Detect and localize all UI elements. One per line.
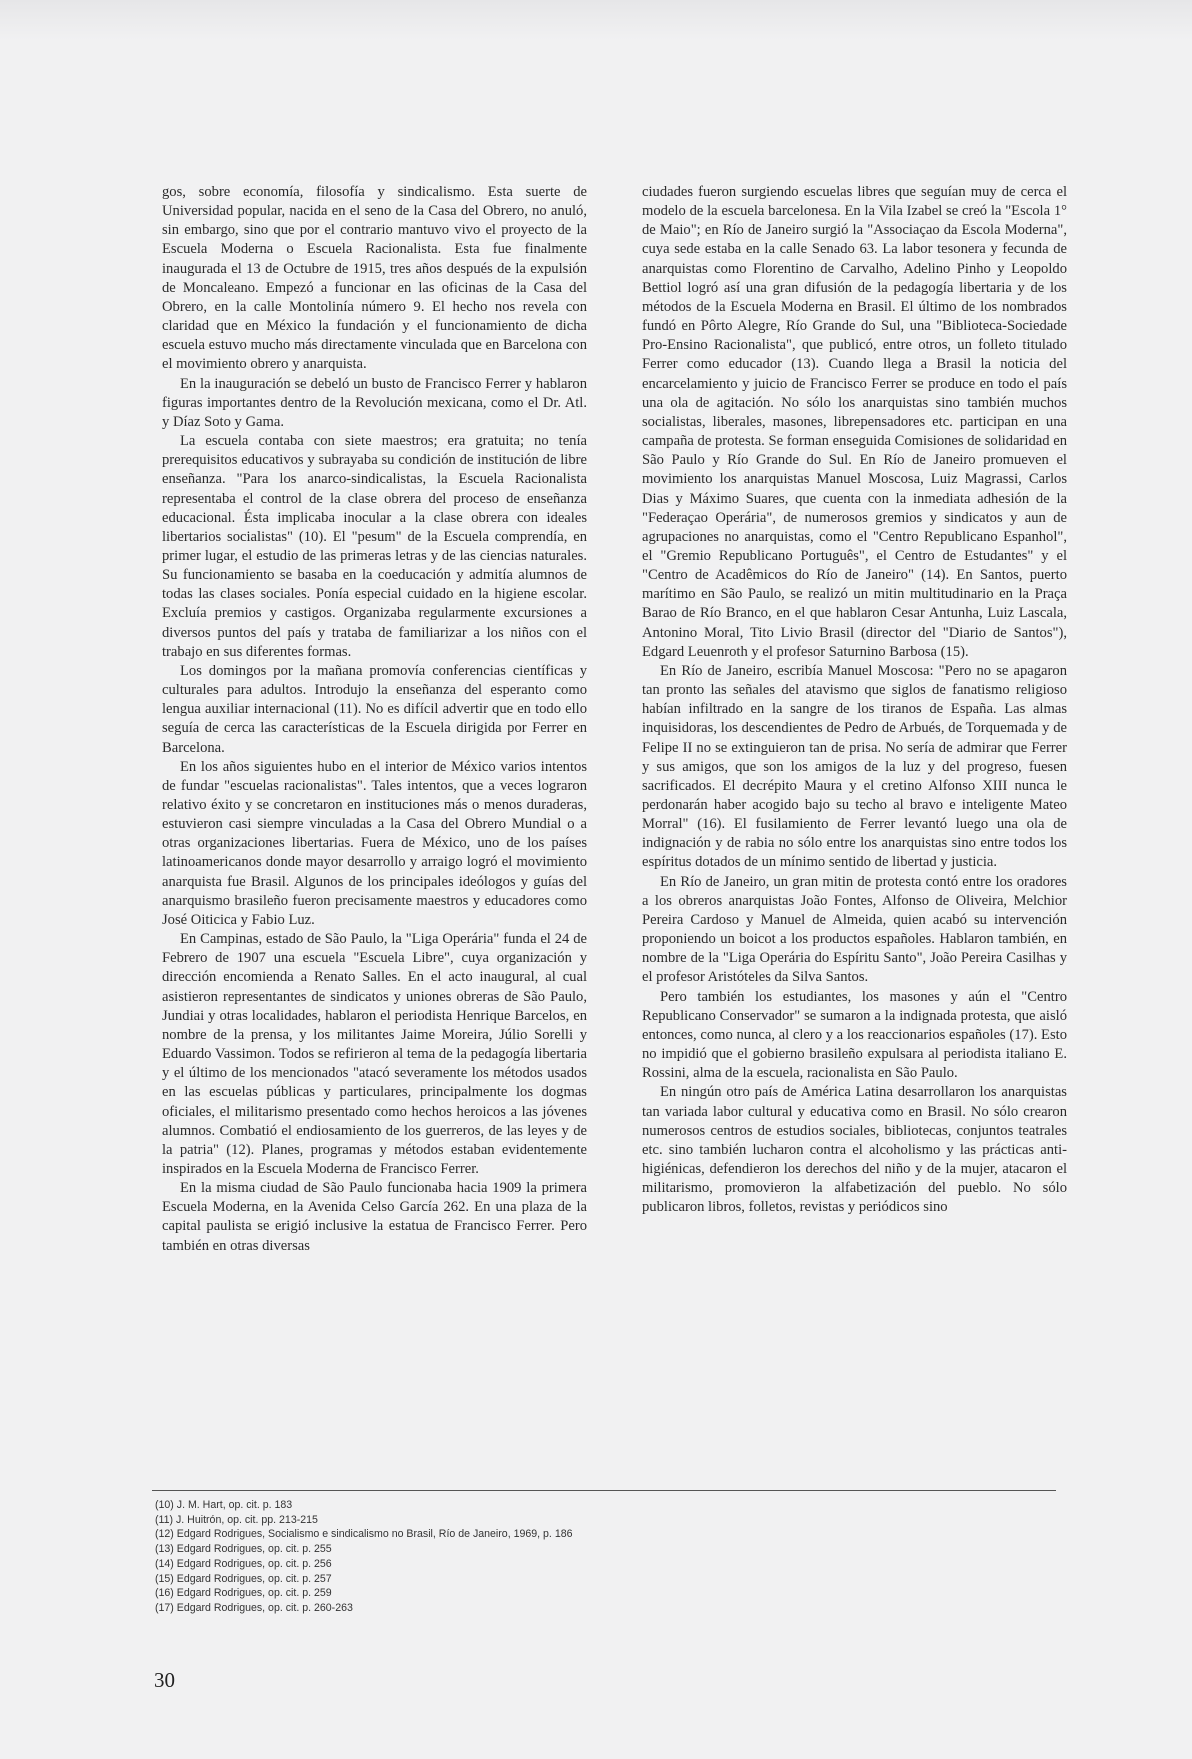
page-number: 30	[154, 1668, 175, 1692]
footnote: (16) Edgard Rodrigues, op. cit. p. 259	[155, 1587, 332, 1600]
paragraph: En Río de Janeiro, escribía Manuel Moscosa: "Pero no se apagaron tan pronto las señales del atavismo que siglos de fanatismo religioso habían infiltrado en la sangre de los tiranos de España. Las almas inquisidoras, los descendientes de Pedro de Arbués, de Torquemada y de Felipe II no se extinguieron tan de prisa. No sería de admirar que Ferrer y sus amigos, que son los amigos de la luz y del progreso, fuesen sacrificados. El decrépito Maura y el cretino Alfonso XIII nunca le perdonarán haber acogido bajo su techo al bravo e inteligente Mateo Morral" (16). El fusilamiento de Ferrer levantó luego una ola de indignación y de rabia no sólo entre los anarquistas sino entre todos los espíritus dotados de un mínimo sentido de libertad y justicia.	[642, 662, 1067, 871]
paragraph: La escuela contaba con siete maestros; era gratuita; no tenía prerequisitos educativos y subrayaba su condición de institución de libre enseñanza. "Para los anarco-sindicalistas, la Escuela Racionalista representaba el control de la clase obrera del proceso de enseñanza educacional. Ésta implicaba inocular a la clase obrera con ideales libertarios socialistas" (10). El "pesum" de la Escuela comprendía, en primer lugar, el estudio de las primeras letras y de las ciencias naturales. Su funcionamiento se basaba en la coeducación y admitía alumnos de todas las clases sociales. Ponía especial cuidado en la higiene escolar. Excluía premios y castigos. Organizaba regularmente excursiones a diversos puntos del país y trataba de familiarizar a los niños con el trabajo en sus diferentes formas.	[162, 433, 587, 660]
text-column-right	[642, 183, 1067, 1217]
footnote-divider	[152, 1490, 1056, 1491]
text-column-left	[162, 183, 587, 1256]
footnotes	[155, 1498, 1055, 1616]
paragraph: En Río de Janeiro, un gran mitin de protesta contó entre los oradores a los obreros anarquistas João Fontes, Alfonso de Oliveira, Melchior Pereira Cardoso y Manuel de Almeida, quien acabó su intervención proponiendo un boicot a los productos españoles. Hablaron también, en nombre de la "Liga Operária do Espíritu Santo", João Pereira Casilhas y el profesor Aristóteles da Silva Santos.	[642, 873, 1067, 986]
footnote: (13) Edgard Rodrigues, op. cit. p. 255	[155, 1543, 332, 1556]
paragraph: En Campinas, estado de São Paulo, la "Liga Operária" funda el 24 de Febrero de 1907 una escuela "Escuela Libre", cuya organización y dirección encomienda a Renato Salles. En el acto inaugural, al cual asistieron representantes de sindicatos y uniones obreras de São Paulo, Jundiai y otras localidades, hablaron el periodista Henrique Barcelos, en nombre de la prensa, y los militantes Jaime Moreira, Júlio Sorelli y Eduardo Vassimon. Todos se refirieron al tema de la pedagogía libertaria y el último de los mencionados "atacó severamente los métodos usados en las escuelas públicas y particulares, principalmente los dogmas oficiales, el militarismo presentado como hechos heroicos a las jóvenes alumnos. Combatió el endiosamiento de los guerreros, de las leyes y de la patria" (12). Planes, programas y métodos estaban evidentemente inspirados en la Escuela Moderna de Francisco Ferrer.	[162, 931, 587, 1177]
footnote: (11) J. Huitrón, op. cit. pp. 213-215	[155, 1513, 318, 1526]
paragraph: ciudades fueron surgiendo escuelas libres que seguían muy de cerca el modelo de la escuela barcelonesa. En la Vila Izabel se creó la "Escola 1° de Maio"; en Río de Janeiro surgió la "Associaçao da Escola Moderna", cuya sede estaba en la calle Senado 63. La labor tesonera y fecunda de anarquistas como Florentino de Carvalho, Adelino Pinho y Leopoldo Bettiol logró así una gran difusión de la pedagogía libertaria y de los métodos de la Escuela Moderna en Brasil. El último de los nombrados fundó en Pôrto Alegre, Río Grande do Sul, una "Biblioteca-Sociedade Pro-Ensino Racionalista", que publicó, entre otros, un folleto titulado Ferrer como educador (13). Cuando llega a Brasil la noticia del encarcelamiento y juicio de Francisco Ferrer se produce en todo el país una ola de agitación. No sólo los anarquistas sino también muchos socialistas, liberales, masones, librepensadores etc. participan en una campaña de protesta. Se forman enseguida Comisiones de solidaridad en São Paulo y Río Grande do Sul. En Río de Janeiro promueven el movimiento los anarquistas Manuel Moscosa, Luiz Magrassi, Carlos Dias y Máximo Suares, que cuenta con la inmediata adhesión de la "Federaçao Operária", de numerosos gremios y sindicatos y aun de agrupaciones no anarquistas, como el "Centro Republicano Espanhol", el "Gremio Republicano Português", el Centro de Estudantes" y el "Centro de Acadêmicos do Río de Janeiro" (14). En Santos, puerto marítimo en São Paulo, se realizó un mitin multitudinario en la Praça Barao de Río Branco, en el que hablaron Cesar Antunha, Luiz Lascala, Antonino Moral, Tito Livio Brasil (director del "Diario de Santos"), Edgard Leuenroth y el profesor Saturnino Barbosa (15).	[642, 184, 1067, 660]
footnote: (12) Edgard Rodrigues, Socialismo e sindicalismo no Brasil, Río de Janeiro, 1969, p. 186	[155, 1528, 573, 1541]
paragraph: gos, sobre economía, filosofía y sindicalismo. Esta suerte de Universidad popular, nacida en el seno de la Casa del Obrero, no anuló, sin embargo, sino que por el contrario mantuvo vivo el proyecto de la Escuela Moderna o Escuela Racionalista. Esta fue finalmente inaugurada el 13 de Octubre de 1915, tres años después de la expulsión de Moncaleano. Empezó a funcionar en las oficinas de la Casa del Obrero, en la calle Montolinía número 9. El hecho nos revela con claridad que en México la fundación y el funcionamiento de dicha escuela estuvo mucho más directamente vinculada que en Barcelona con el movimiento obrero y anarquista.	[162, 184, 587, 373]
footnote: (17) Edgard Rodrigues, op. cit. p. 260-263	[155, 1601, 353, 1614]
paragraph: En la misma ciudad de São Paulo funcionaba hacia 1909 la primera Escuela Moderna, en la Avenida Celso García 262. En una plaza de la capital paulista se erigió inclusive la estatua de Francisco Ferrer. Pero también en otras diversas	[162, 1180, 587, 1254]
paragraph: Pero también los estudiantes, los masones y aún el "Centro Republicano Conservador" se sumaron a la indignada protesta, que aisló entonces, como nunca, al clero y a los reaccionarios españoles (17). Esto no impidió que el gobierno brasileño expulsara al periodista italiano E. Rossini, alma de la escuela, racionalista en São Paulo.	[642, 988, 1067, 1082]
footnote: (15) Edgard Rodrigues, op. cit. p. 257	[155, 1572, 332, 1585]
paragraph: En los años siguientes hubo en el interior de México varios intentos de fundar "escuelas racionalistas". Tales intentos, que a veces lograron relativo éxito y se concretaron en instituciones más o menos duraderas, estuvieron casi siempre vinculadas a la Casa del Obrero Mundial o a otras organizaciones libertarias. Fuera de México, uno de los países latinoamericanos donde mayor desarrollo y arraigo logró el movimiento anarquista fue Brasil. Algunos de los principales ideólogos y guías del anarquismo brasileño fueron precisamente maestros y educadores como José Oiticica y Fabio Luz.	[162, 758, 587, 928]
paragraph: Los domingos por la mañana promovía conferencias científicas y culturales para adultos. Introdujo la enseñanza del esperanto como lengua auxiliar internacional (11). No es difícil advertir que en todo ello seguía de cerca las características de la Escuela dirigida por Ferrer en Barcelona.	[162, 662, 587, 756]
paragraph: En ningún otro país de América Latina desarrollaron los anarquistas tan variada labor cultural y educativa como en Brasil. No sólo crearon numerosos centros de estudios sociales, bibliotecas, conjuntos teatrales etc. sino también lucharon contra el alcoholismo y las prácticas anti-higiénicas, defendieron los derechos del niño y de la mujer, atacaron el militarismo, promovieron la alfabetización del pueblo. No sólo publicaron libros, folletos, revistas y periódicos sino	[642, 1084, 1067, 1216]
paragraph: En la inauguración se debeló un busto de Francisco Ferrer y hablaron figuras importantes dentro de la Revolución mexicana, como el Dr. Atl. y Díaz Soto y Gama.	[162, 375, 587, 430]
footnote: (10) J. M. Hart, op. cit. p. 183	[155, 1499, 293, 1511]
footnote: (14) Edgard Rodrigues, op. cit. p. 256	[155, 1557, 332, 1570]
